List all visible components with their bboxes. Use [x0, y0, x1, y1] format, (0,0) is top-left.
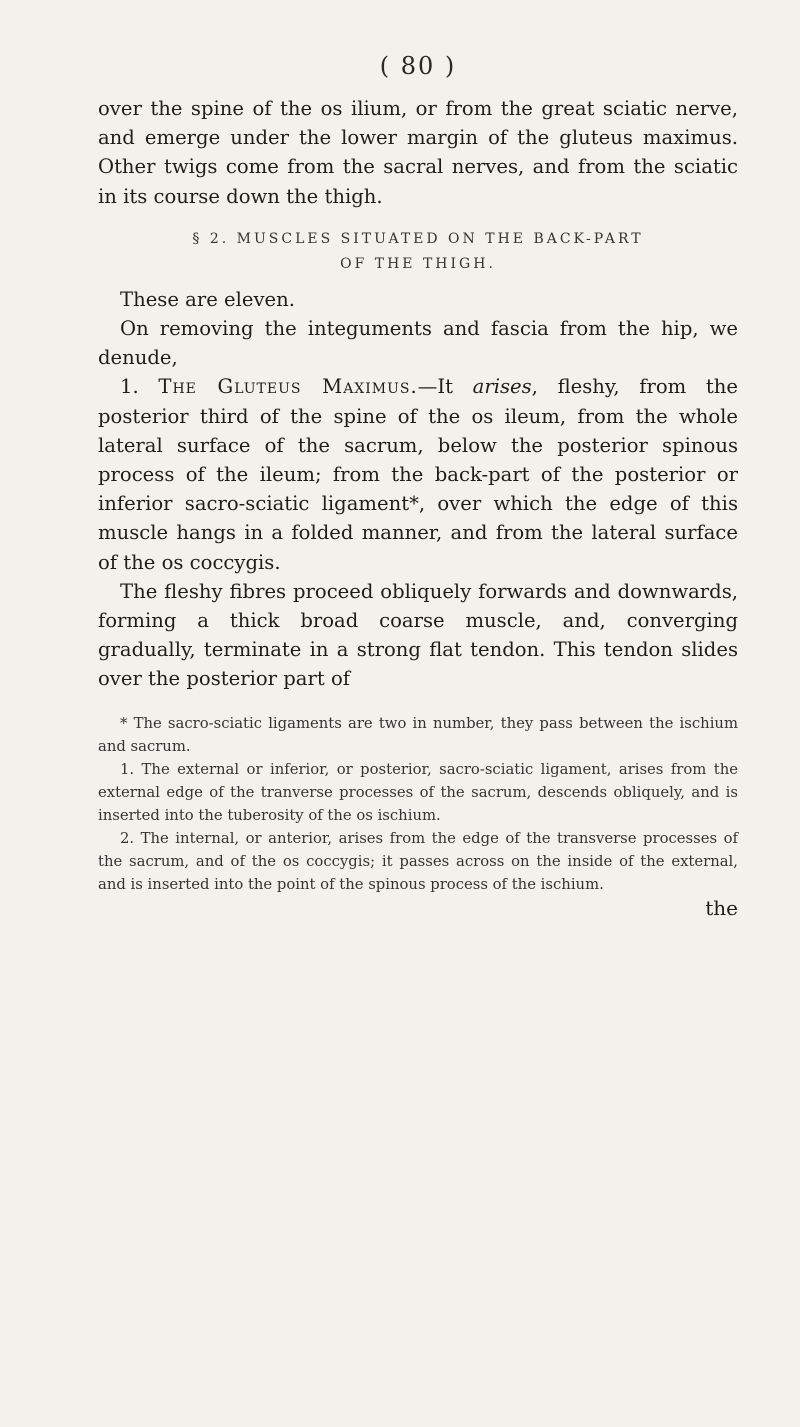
muscle-number: 1. — [120, 375, 139, 399]
muscle-description: , fleshy, from the posterior third of the spine of the os ileum, from the whole lateral surface of the sacrum, below the posterior spinous process of the ileum; from the back-part of the posterior or inferior sacro-sciatic ligament*, over which the edge of this muscle hangs in a folded manner, and from the lateral surface of the os coccygis. — [98, 375, 739, 574]
arises-word: arises — [472, 375, 532, 399]
footnote-intro: * The sacro-sciatic ligaments are two in number, they pass between the ischium and sacrum. — [98, 714, 738, 755]
footnote-1: 1. The external or inferior, or posterior, sacro-sciatic ligament, arises from the external edge of the tranverse processes of the sacrum, descends obliquely, and is inserted into the tuberosity of the os ischium. — [98, 760, 738, 824]
fibres-paragraph: The fleshy fibres proceed obliquely forwards and downwards, forming a thick broad coarse muscle, and, converging gradually, terminate in a strong flat tendon. This tendon slides over the posterior part of — [98, 579, 738, 691]
intro-paragraph: over the spine of the os ilium, or from the great sciatic nerve, and emerge under the lower margin of the gluteus maximus. Other twigs come from the sacral nerves, and from the sciatic in its course down the thigh. — [98, 97, 738, 208]
section-heading — [98, 227, 738, 277]
gluteus-maximus-paragraph — [98, 372, 738, 576]
count-sentence: These are eleven. — [120, 287, 296, 311]
muscle-name: The Gluteus Maximus. — [158, 375, 418, 399]
muscle-dash: —It — [417, 375, 473, 399]
footnote-2: 2. The internal, or anterior, arises from the edge of the transverse processes of the sacrum, and of the os coccygis; it passes across on the inside of the external, and is inserted into the point of the spinous process of the ischium. — [98, 829, 738, 893]
section-heading-line-2: OF THE THIGH. — [340, 255, 496, 272]
footnotes — [98, 712, 738, 896]
removal-sentence: On removing the integuments and fascia from the hip, we denude, — [98, 317, 738, 370]
section-heading-line-1: § 2. MUSCLES SITUATED ON THE BACK-PART — [192, 230, 644, 247]
catchword: the — [705, 895, 738, 920]
page-number: ( 80 ) — [379, 52, 457, 80]
book-page — [98, 52, 739, 920]
